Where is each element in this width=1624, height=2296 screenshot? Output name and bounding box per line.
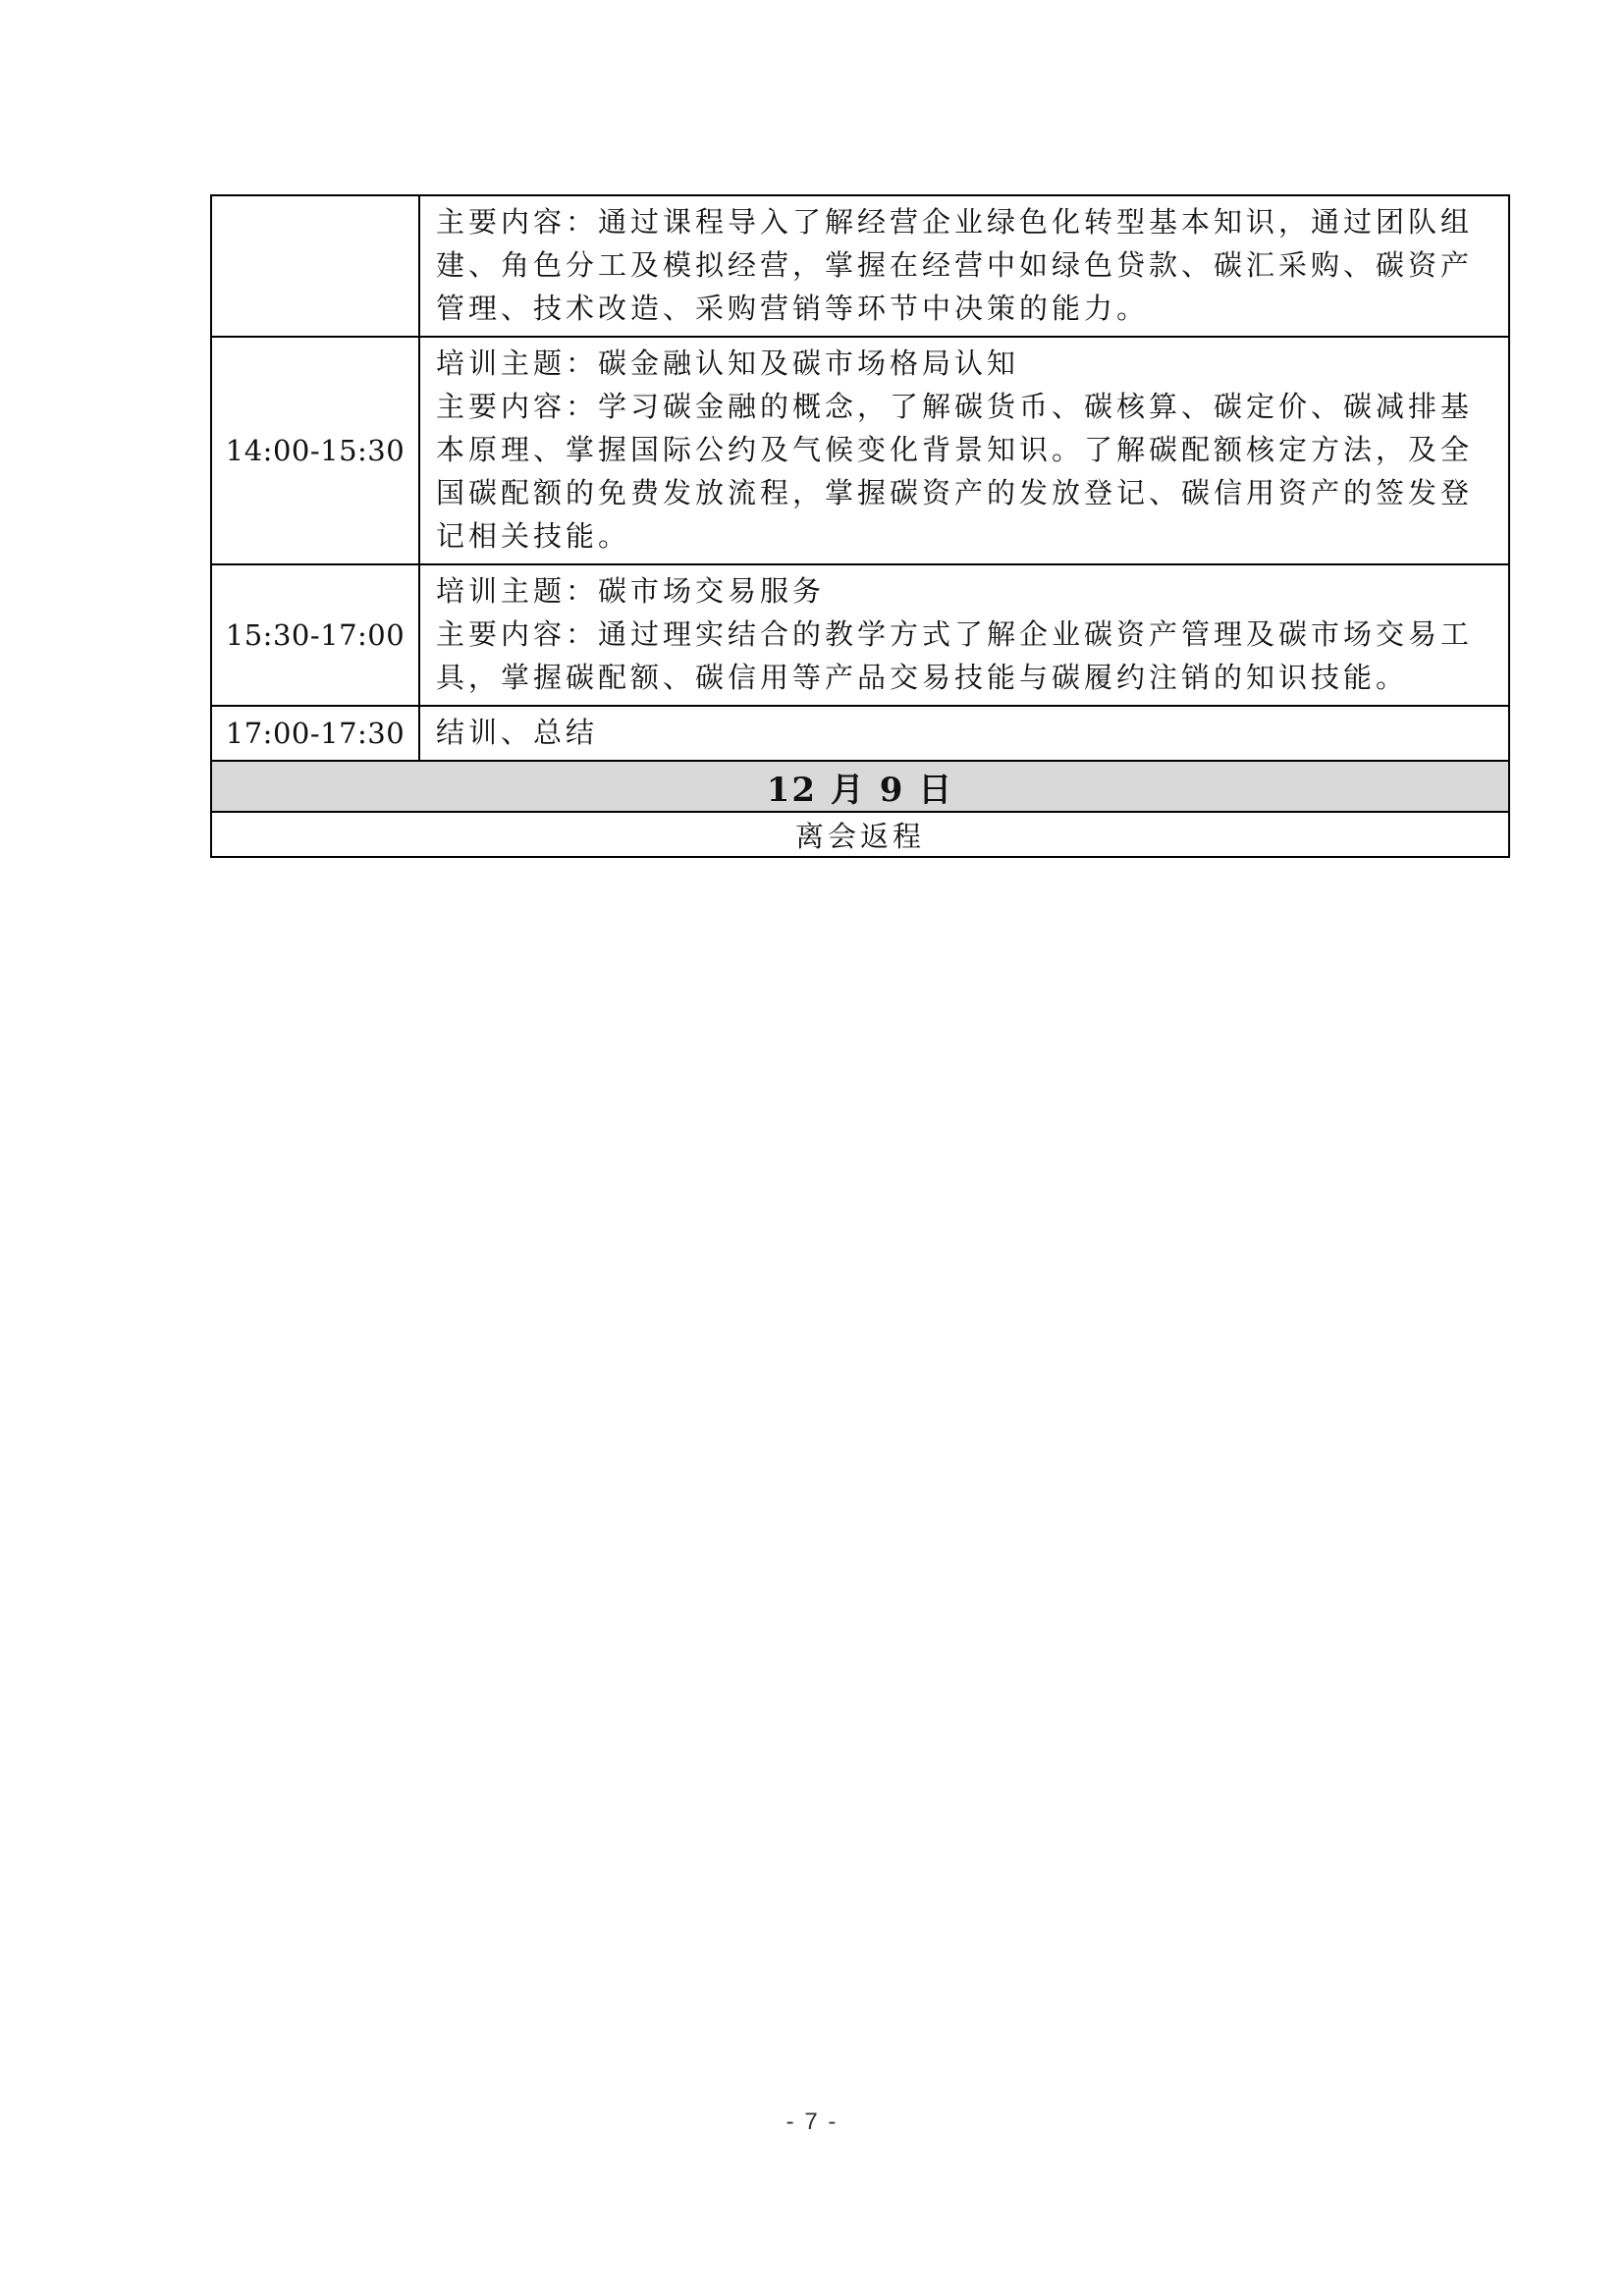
page-number: - 7 - xyxy=(785,2109,839,2135)
content-line: 记相关技能。 xyxy=(436,519,631,553)
date-header: 12 月 9 日 xyxy=(211,761,1509,812)
date-header-row xyxy=(211,761,1509,812)
time-cell: 17:00-17:30 xyxy=(211,706,419,761)
time-cell: 14:00-15:30 xyxy=(211,337,419,564)
time-cell xyxy=(211,195,419,337)
table-row xyxy=(211,195,1509,337)
closing-cell: 离会返程 xyxy=(211,812,1509,857)
content-line: 本原理、掌握国际公约及气候变化背景知识。了解碳配额核定方法，及全 xyxy=(436,433,1474,466)
closing-row xyxy=(211,812,1509,857)
content-line: 主要内容：通过理实结合的教学方式了解企业碳资产管理及碳市场交易工 xyxy=(436,617,1474,651)
content-cell xyxy=(419,564,1509,706)
content-line: 主要内容：学习碳金融的概念，了解碳货币、碳核算、碳定价、碳减排基 xyxy=(436,390,1474,423)
content-cell xyxy=(419,337,1509,564)
content-cell xyxy=(419,195,1509,337)
content-line: 建、角色分工及模拟经营，掌握在经营中如绿色贷款、碳汇采购、碳资产 xyxy=(436,248,1474,282)
table-row xyxy=(211,706,1509,761)
table-row xyxy=(211,564,1509,706)
content-line: 国碳配额的免费发放流程，掌握碳资产的发放登记、碳信用资产的签发登 xyxy=(436,476,1474,509)
content-line: 培训主题：碳金融认知及碳市场格局认知 xyxy=(436,347,1020,380)
content-line: 管理、技术改造、采购营销等环节中决策的能力。 xyxy=(436,292,1150,325)
time-cell: 15:30-17:00 xyxy=(211,564,419,706)
content-cell xyxy=(419,706,1509,761)
content-line: 主要内容：通过课程导入了解经营企业绿色化转型基本知识，通过团队组 xyxy=(436,205,1474,239)
schedule-table xyxy=(210,194,1510,858)
content-line: 结训、总结 xyxy=(436,716,599,749)
content-line: 具，掌握碳配额、碳信用等产品交易技能与碳履约注销的知识技能。 xyxy=(436,661,1409,694)
content-line: 培训主题：碳市场交易服务 xyxy=(436,574,826,608)
table-row xyxy=(211,337,1509,564)
